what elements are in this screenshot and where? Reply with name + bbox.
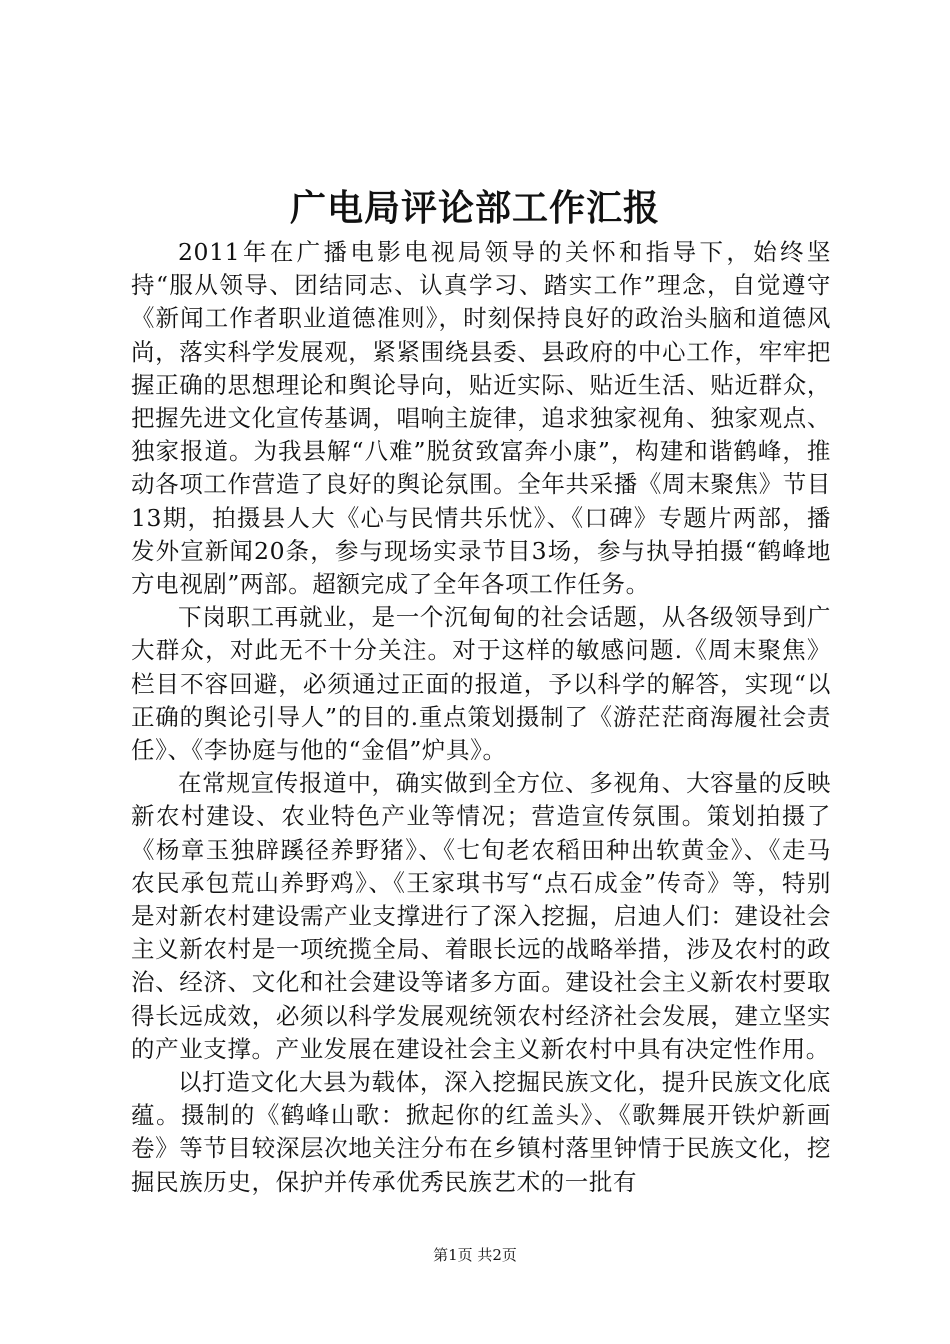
paragraph-3: 在常规宣传报道中，确实做到全方位、多视角、大容量的反映新农村建设、农业特色产业等情况；营造宣传氛围。策划拍摄了《杨章玉独辟蹊径养野猪》、《七旬老农稻田种出软黄金》、《走马农民承包荒山养野鸡》、《王家琪书写“点石成金”传奇》等，特别是对新农村建设需产业支撑进行了深入挖掘，启迪人们：建设社会主义新农村是一项统揽全局、着眼长远的战略举措，涉及农村的政治、经济、文化和社会建设等诸多方面。建设社会主义新农村要取得长远成效，必须以科学发展观统领农村经济社会发展，建立坚实的产业支撑。产业发展在建设社会主义新农村中具有决定性作用。 <box>131 769 831 1063</box>
paragraph-1: 2011年在广播电影电视局领导的关怀和指导下，始终坚持“服从领导、团结同志、认真学习、踏实工作”理念，自觉遵守《新闻工作者职业道德准则》，时刻保持良好的政治头脑和道德风尚，落实科学发展观，紧紧围绕县委、县政府的中心工作，牢牢把握正确的思想理论和舆论导向，贴近实际、贴近生活、贴近群众，把握先进文化宣传基调，唱响主旋律，追求独家视角、独家观点、独家报道。为我县解“八难”脱贫致富奔小康”，构建和谐鹤峰，推动各项工作营造了良好的舆论氛围。全年共采播《周末聚焦》节目13期，拍摄县人大《心与民情共乐忧》、《口碑》专题片两部，播发外宣新闻20条，参与现场实录节目3场，参与执导拍摄“鹤峰地方电视剧”两部。超额完成了全年各项工作任务。 <box>131 238 831 599</box>
paragraph-4: 以打造文化大县为载体，深入挖掘民族文化，提升民族文化底蕴。摄制的《鹤峰山歌：掀起你的红盖头》、《歌舞展开铁炉新画卷》等节目较深层次地关注分布在乡镇村落里钟情于民族文化，挖掘民族历史，保护并传承优秀民族艺术的一批有 <box>131 1068 831 1196</box>
document-title: 广电局评论部工作汇报 <box>289 187 660 229</box>
page-footer: 第1页 共2页 <box>433 1246 517 1264</box>
document-body <box>131 236 831 1199</box>
paragraph-2: 下岗职工再就业，是一个沉甸甸的社会话题，从各级领导到广大群众，对此无不十分关注。对于这样的敏感问题.《周末聚焦》栏目不容回避，必须通过正面的报道，予以科学的解答，实现“以正确的舆论引导人”的目的.重点策划摄制了《游茫茫商海履社会责任》、《李协庭与他的“金倡”炉具》。 <box>131 603 831 765</box>
